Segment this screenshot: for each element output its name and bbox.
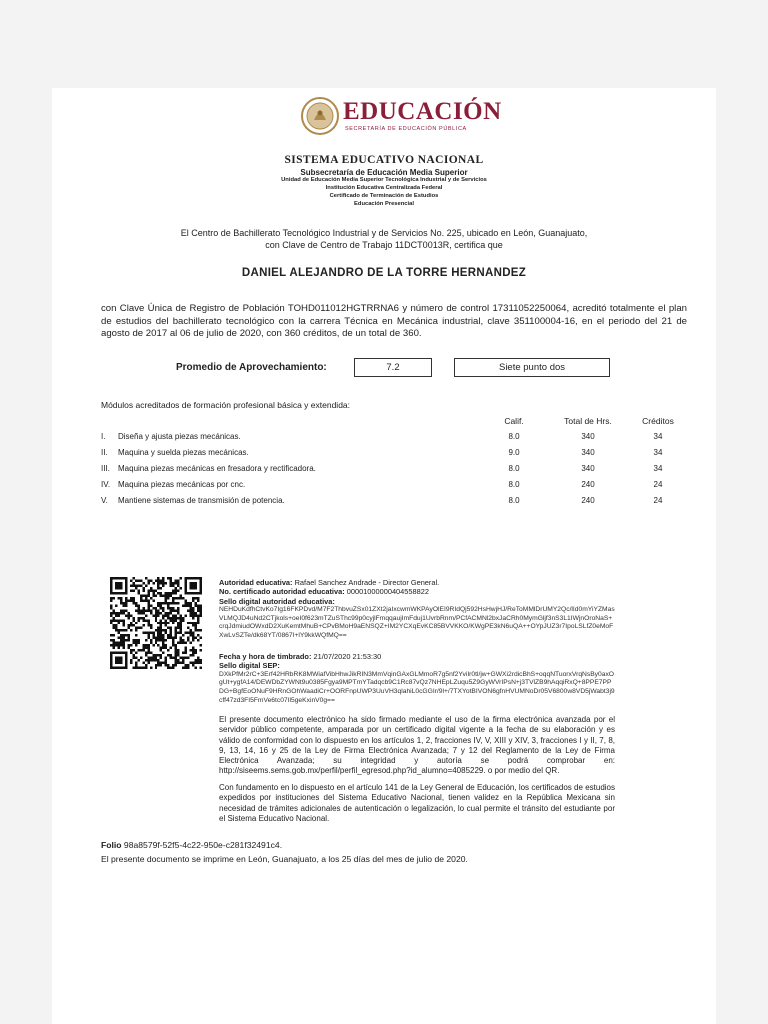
header-system: SISTEMA EDUCATIVO NACIONAL — [284, 154, 484, 166]
brand-name: EDUCACIÓN — [343, 98, 502, 125]
header-total-hrs: Total de Hrs. — [564, 416, 612, 426]
module-calif: 8.0 — [508, 496, 520, 505]
brand-subtitle: SECRETARÍA DE EDUCACIÓN PÚBLICA — [345, 126, 467, 132]
folio-label: Folio — [101, 840, 122, 850]
module-hours: 340 — [581, 464, 595, 473]
module-credits: 24 — [653, 496, 663, 505]
module-row — [101, 448, 691, 462]
module-name: Diseña y ajusta piezas mecánicas. — [118, 432, 241, 441]
signature-block — [219, 578, 615, 641]
authority-label: Autoridad educativa: — [219, 578, 293, 587]
module-name: Maquina piezas mecánicas en fresadora y rectificadora. — [118, 464, 316, 473]
promedio-words-box: Siete punto dos — [454, 358, 610, 377]
legal-validity-paragraph: Con fundamento en lo dispuesto en el artículo 141 de la Ley General de Educación, los certificados de estudios expedidos por instituciones del Sistema Educativo Nacional, tienen validez en la República Mexicana sin necesidad de trámites adicionales de autenticación o legalización, lo cual permite el tránsito del estudiante por el Sistema Educativo Nacional. — [219, 783, 615, 823]
intro-paragraph — [150, 227, 618, 251]
intro-line-1: El Centro de Bachillerato Tecnológico Industrial y de Servicios No. 225, ubicado en León, Guanajuato, — [180, 228, 588, 238]
authority-value: Rafael Sanchez Andrade - Director General. — [294, 578, 440, 587]
module-row — [101, 432, 691, 446]
legal-signature-paragraph: El presente documento electrónico ha sido firmado mediante el uso de la firma electrónica avanzada por el servidor público competente, amparada por un certificado digital vigente a la fecha de su elaboración y es válido de conformidad con lo dispuesto en los artículos 1, 2, fracciones IV, V, XIII y XIV, 3, fracciones I y II, 7, 8, 9, 13, 14, 16 y 25 de la Ley de Firma Electrónica Avanzada; 7 y 12 del Reglamento de la Ley de Firma Electrónica Avanzada; su integridad y autoría se podrá comprobar en: http://siseems.sems.gob.mx/perfil/perfil_egresod.php?id_alumno=4085229. o por medio del QR. — [219, 715, 615, 776]
module-number: V. — [101, 496, 108, 505]
module-credits: 34 — [653, 464, 663, 473]
header-subsecretaria: Subsecretaría de Educación Media Superior — [300, 168, 468, 177]
timestamp-block — [219, 652, 615, 706]
module-credits: 24 — [653, 480, 663, 489]
header-creditos: Créditos — [642, 416, 674, 426]
verification-qr-code[interactable] — [110, 577, 202, 669]
module-hours: 340 — [581, 448, 595, 457]
cert-number-value: 00001000000404558822 — [346, 587, 429, 597]
folio-line — [101, 840, 282, 850]
promedio-value-box: 7.2 — [354, 358, 432, 377]
module-name: Maquina y suelda piezas mecánicas. — [118, 448, 249, 457]
module-row — [101, 480, 691, 494]
module-number: IV. — [101, 480, 111, 489]
student-name: DANIEL ALEJANDRO DE LA TORRE HERNANDEZ — [241, 267, 527, 279]
module-row — [101, 464, 691, 478]
module-credits: 34 — [653, 448, 663, 457]
module-hours: 240 — [581, 496, 595, 505]
national-seal-icon — [300, 96, 340, 136]
module-calif: 8.0 — [508, 464, 520, 473]
sep-seal-label: Sello digital SEP: — [219, 661, 280, 671]
module-number: II. — [101, 448, 108, 457]
module-calif: 9.0 — [508, 448, 520, 457]
module-number: III. — [101, 464, 110, 473]
promedio-label: Promedio de Aprovechamiento: — [176, 362, 327, 373]
module-credits: 34 — [653, 432, 663, 441]
authority-seal-label: Sello digital autoridad educativa: — [219, 596, 335, 606]
header-certificado: Certificado de Terminación de Estudios — [329, 193, 439, 199]
header-modalidad: Educación Presencial — [354, 201, 414, 207]
module-row — [101, 496, 691, 510]
module-calif: 8.0 — [508, 432, 520, 441]
cert-number-label: No. certificado autoridad educativa: — [219, 587, 345, 597]
header-calif: Calif. — [504, 416, 524, 426]
timestamp-label: Fecha y hora de timbrado: — [219, 652, 312, 661]
header-unidad: Unidad de Educación Media Superior Tecnológica Industrial y de Servicios — [281, 177, 487, 183]
module-name: Maquina piezas mecánicas por cnc. — [118, 480, 246, 489]
statement-paragraph: con Clave Única de Registro de Población TOHD011012HGTRRNA6 y número de control 17311052250064, acreditó totalmente el plan de estudios del bachillerato tecnológico con la carrera Técnica en Mecánica industrial, clave 351100004-16, en el periodo del 21 de agosto de 2017 al 06 de julio de 2020, con 360 créditos, de un total de 360. — [101, 303, 687, 339]
modules-intro: Módulos acreditados de formación profesional básica y extendida: — [101, 400, 351, 410]
header-institucion: Institución Educativa Centralizada Federal — [325, 185, 443, 191]
module-hours: 240 — [581, 480, 595, 489]
authority-seal-value: NEHDuKdfhCtvKo7Ig16FKPDvd/M7F2ThbvuZSx01ZXt2jaIxcwmWKPAyOlEI9RIdQj592HsHwjHJ/ReToMMlDrUMY2Qc/lId0mYiYZMasVLMQJD4uNd2CTjkols+oeI0f623mTZuSThc99p0cyjlFmqqaujImFduj1UvrbRnm/PCfACMNl2bxJaCRh0MymGljf3nS3L1IWjnOroNaS+crqJdmiudOWxdD2XuKemtMhuB+CPvBMoH9aENSQZ+IM2YCXqEvKC85BVVKKO/KWgPE3kN6uQA++OYpJUZ3r7IpoLSLfZ0eMoFXwLvSZTe/dk68YT/0867I+lY9kkWQfMQ== — [219, 605, 615, 640]
folio-value: 98a8579f-52f5-4c22-950e-c281f32491c4. — [123, 840, 283, 850]
printed-location-date: El presente documento se imprime en León, Guanajuato, a los 25 días del mes de julio de 2020. — [101, 854, 468, 864]
module-number: I. — [101, 432, 106, 441]
intro-line-2: con Clave de Centro de Trabajo 11DCT0013R, certifica que — [265, 240, 503, 250]
sep-seal-value: DXkPfMr2rC+3Erf42HRbRK8MWiafVibHhwJikRIN3MmVqinGAxGLMmoR7g5nf2YviIr0tl/jw+GWXi2rdicBhS+oqqNTuorxVrqNsBy0axOgUt+ygfA14/DEWDbZYWNt9u0385Fgya9MPTmYTadqcb9C1Rc87vQz7NHEpLZuqu5Z9GyWVrIPsN+j3TVlZB9hAqqiRxQ+8PPE7PPDG+BgfEoONuF9HRnGOhWaadiCr+OORFnpUWP3UuVH3qlahiL0cGGIr/9l+/7TXYotBIVON6gfnHVUMNoDr05V6800w8VD5jWabt3j9cff47zd3FI5FmVe6tc07Il5geKxinV0g== — [219, 670, 615, 704]
timestamp-value: 21/07/2020 21:53:30 — [313, 652, 382, 661]
module-hours: 340 — [581, 432, 595, 441]
module-calif: 8.0 — [508, 480, 520, 489]
module-name: Mantiene sistemas de transmisión de potencia. — [118, 496, 285, 505]
